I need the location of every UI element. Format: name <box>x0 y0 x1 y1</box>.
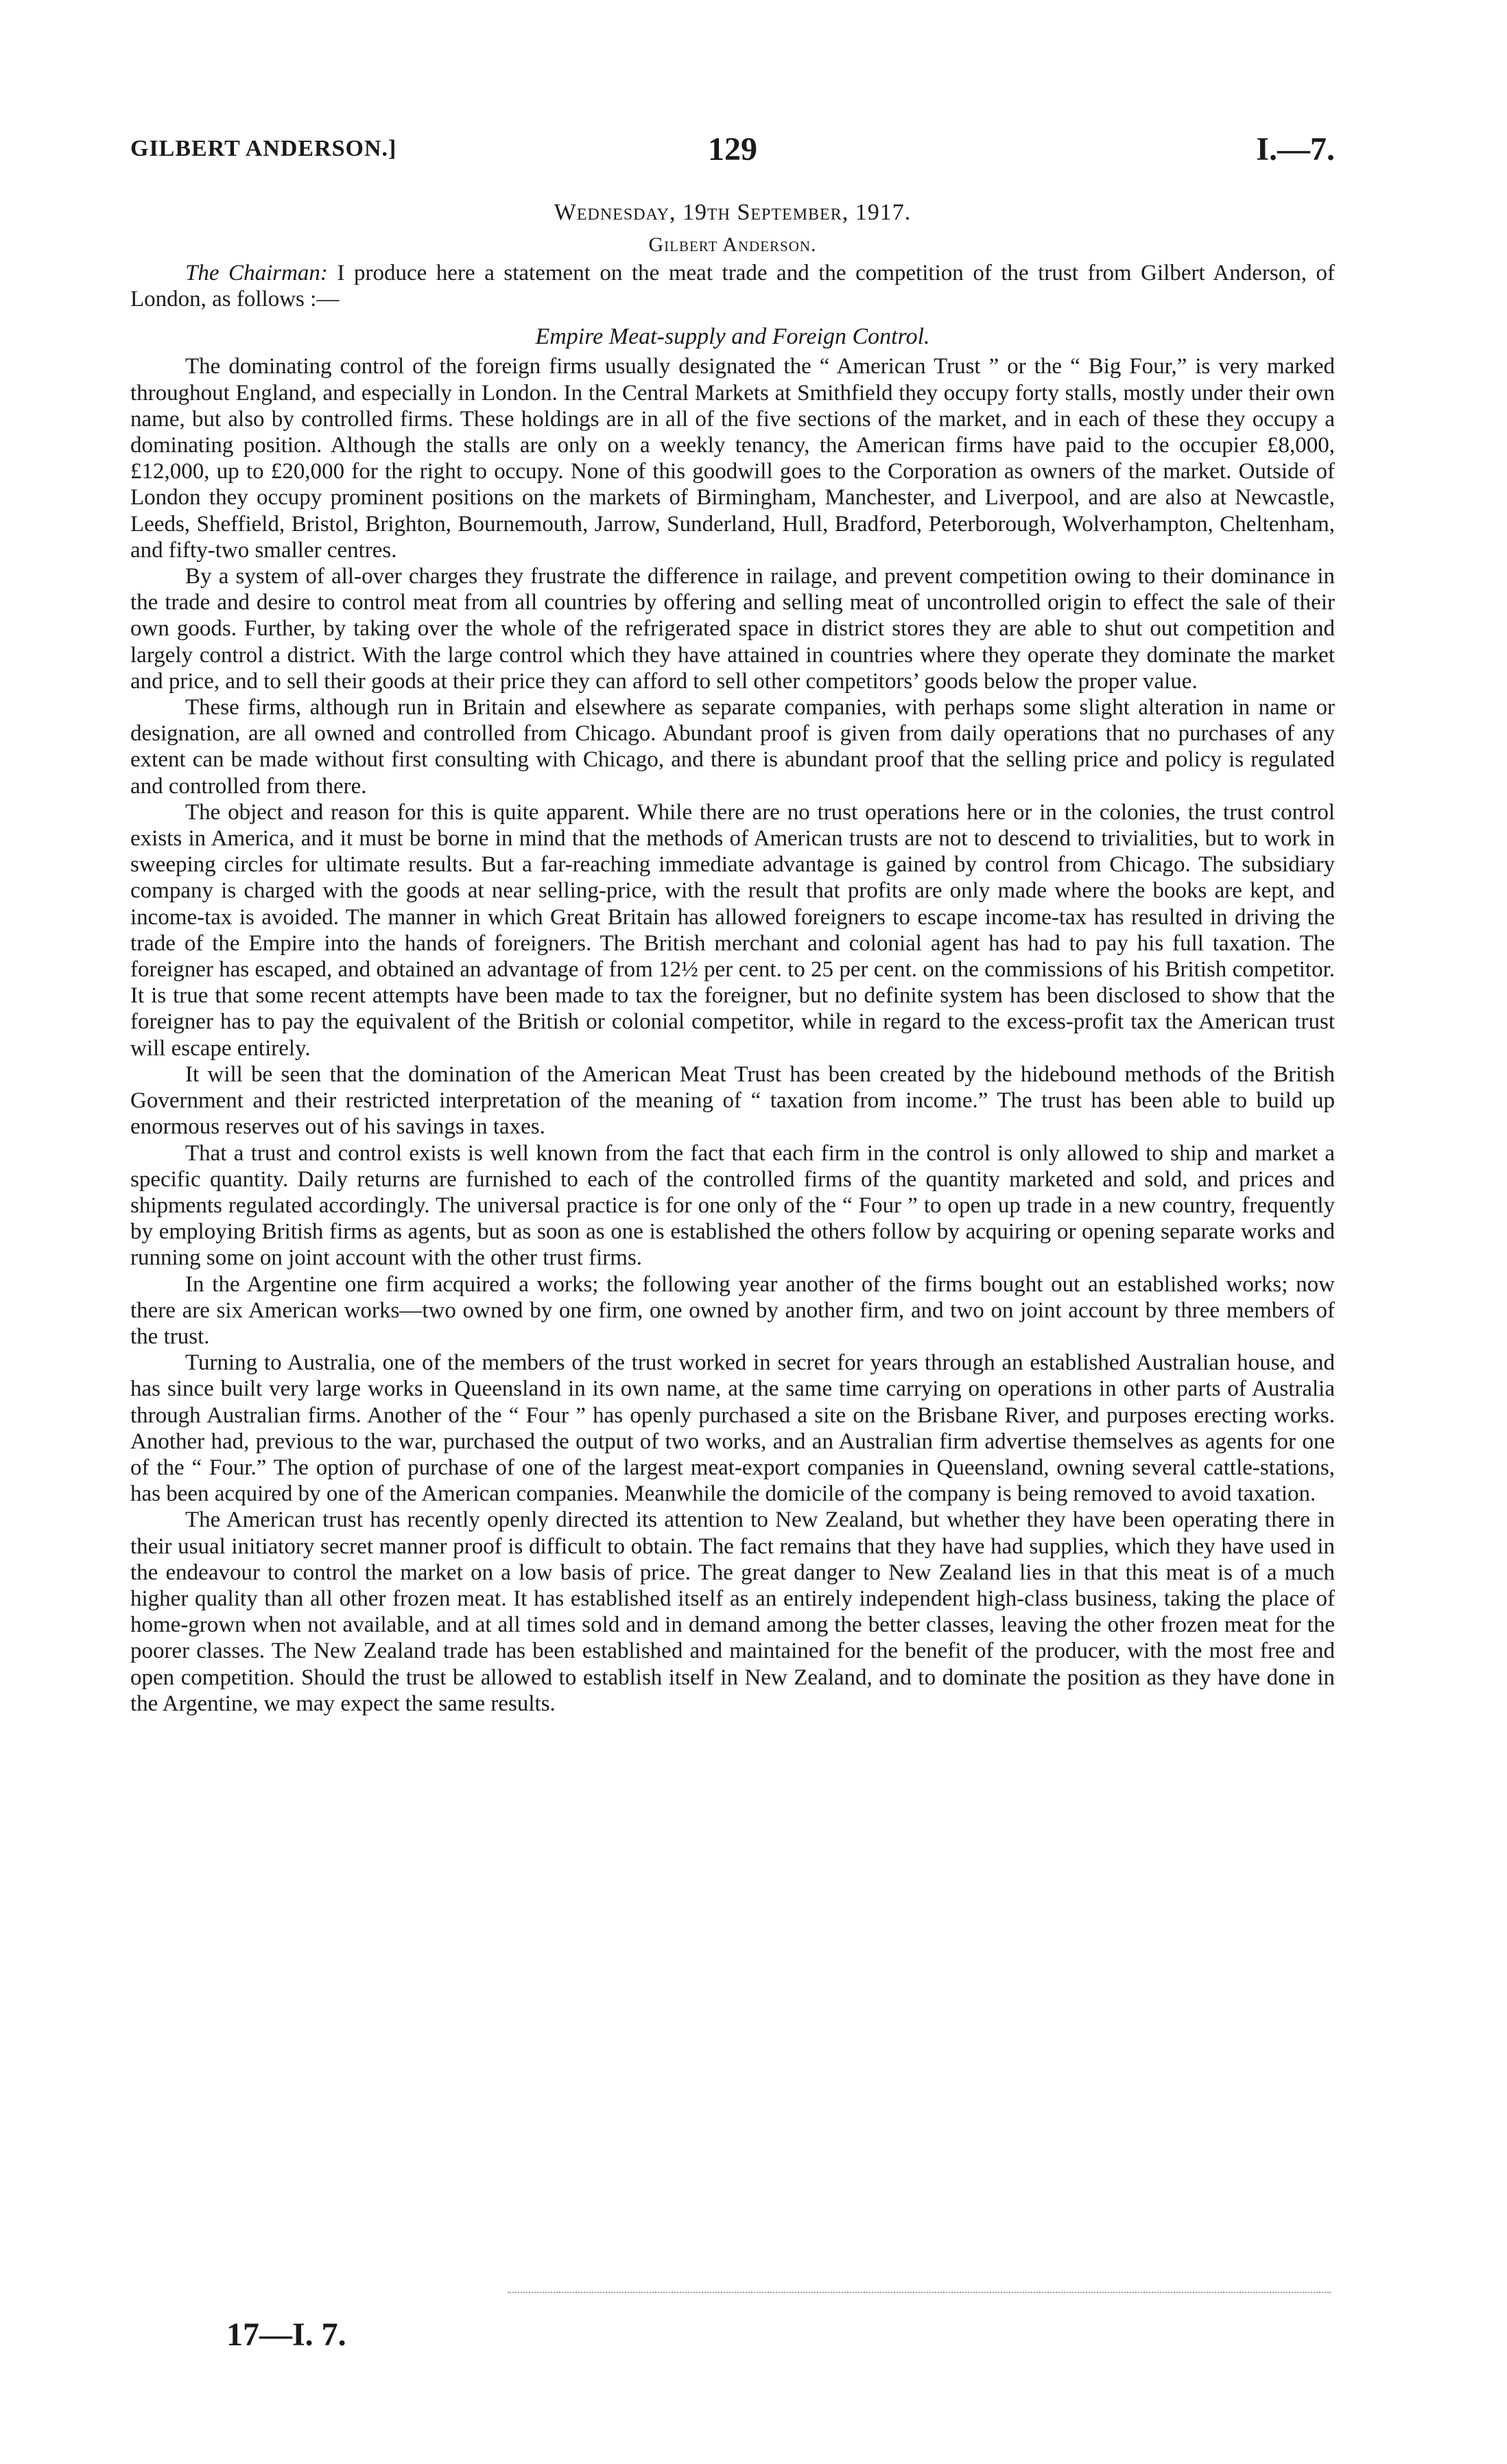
body-paragraph: In the Argentine one firm acquired a works; the following year another of the firms bought out an established works; now there are six American works—two owned by one firm, one owned by another firm, and two on joint account by three members of the trust. <box>130 1271 1335 1349</box>
running-head: GILBERT ANDERSON.] <box>130 136 397 161</box>
body-paragraph: These firms, although run in Britain and elsewhere as separate companies, with perhaps some slight alteration in name or designation, are all owned and controlled from Chicago. Abundant proof is given from daily operations that no purchases of any extent can be made without first consulting with Chicago, and there is abundant proof that the selling price and policy is regulated and controlled from there. <box>130 695 1335 799</box>
speaker-heading: Gilbert Anderson. <box>648 233 817 256</box>
document-code: I.—7. <box>1256 131 1335 167</box>
body-paragraph: The American trust has recently openly directed its attention to New Zealand, but whether they have been operating there in their usual initiatory secret manner proof is difficult to obtain. The fact remains that they have had supplies, which they have used in the endeavour to control the market on a low basis of price. The great danger to New Zealand lies in that this meat is of a much higher quality than all other frozen meat. It has established itself as an entirely independent high-class business, taking the place of home-grown when not available, and at all times sold and in demand among the better classes, leaving the other frozen meat for the poorer classes. The New Zealand trade has been established and maintained for the benefit of the producer, with the most free and open competition. Should the trust be allowed to establish itself in New Zealand, and to dominate the position as they have done in the Argentine, we may expect the same results. <box>130 1507 1335 1716</box>
section-title: Empire Meat-supply and Foreign Control. <box>535 324 930 350</box>
page-body <box>130 196 1335 1717</box>
intro-paragraph <box>130 260 1335 312</box>
body-paragraph: By a system of all-over charges they frustrate the difference in railage, and prevent competition owing to their dominance in the trade and desire to control meat from all countries by offering and selling meat of uncontrolled origin to effect the sale of their own goods. Further, by taking over the whole of the refrigerated space in district stores they are able to shut out competition and largely control a district. With the large control which they have attained in countries where they operate they dominate the market and price, and to sell their goods at their price they can afford to sell other competitors’ goods below the proper value. <box>130 564 1335 694</box>
body-paragraph: The object and reason for this is quite apparent. While there are no trust operations here or in the colonies, the trust control exists in America, and it must be borne in mind that the methods of American trusts are not to descend to trivialities, but to work in sweeping circles for ultimate results. But a far-reaching immediate advantage is gained by control from Chicago. The subsidiary company is charged with the goods at near selling-price, with the result that profits are only made where the books are kept, and income-tax is avoided. The manner in which Great Britain has allowed foreigners to escape income-tax has resulted in driving the trade of the Empire into the hands of foreigners. The British merchant and colonial agent has had to pay his full taxation. The foreigner has escaped, and obtained an advantage of from 12½ per cent. to 25 per cent. on the commissions of his British competitor. It is true that some recent attempts have been made to tax the foreigner, but no definite system has been disclosed to show that the foreigner has to pay the equivalent of the British or colonial competitor, while in regard to the excess-profit tax the American trust will escape entirely. <box>130 799 1335 1061</box>
page-header <box>130 130 1335 178</box>
date-heading: Wednesday, 19th September, 1917. <box>554 200 912 225</box>
body-paragraph: Turning to Australia, one of the members of the trust worked in secret for years through an established Australian house, and has since built very large works in Queensland in its own name, at the same time carrying on operations in other parts of Australia through Australian firms. Another of the “ Four ” has openly purchased a site on the Brisbane River, and purposes erecting works. Another had, previous to the war, purchased the output of two works, and an Australian firm advertise themselves as agents for one of the “ Four.” The option of purchase of one of the largest meat-export companies in Queensland, owning several cattle-stations, has been acquired by one of the American companies. Meanwhile the domicile of the company is being removed to avoid taxation. <box>130 1350 1335 1507</box>
speaker-role: The Chairman: <box>185 261 328 285</box>
body-paragraph: That a trust and control exists is well known from the fact that each firm in the control is only allowed to ship and market a specific quantity. Daily returns are furnished to each of the controlled firms of the quantity marketed and sold, and prices and shipments regulated accordingly. The universal practice is for one only of the “ Four ” to open up trade in a new country, frequently by employing British firms as agents, but as soon as one is established the others follow by acquiring or opening separate works and running some on joint account with the other trust firms. <box>130 1140 1335 1271</box>
intro-text: I produce here a statement on the meat trade and the competition of the trust from Gilbert Anderson, of London, as follows :— <box>130 261 1335 312</box>
body-paragraph: It will be seen that the domination of the American Meat Trust has been created by the hidebound methods of the British Government and their restricted interpretation of the meaning of “ taxation from income.” The trust has been able to build up enormous reserves out of his savings in taxes. <box>130 1061 1335 1140</box>
signature-mark: 17—I. 7. <box>226 2316 346 2353</box>
body-paragraph: The dominating control of the foreign firms usually designated the “ American Trust ” or the “ Big Four,” is very marked throughout England, and especially in London. In the Central Markets at Smithfield they occupy forty stalls, mostly under their own name, but also by controlled firms. These holdings are in all of the five sections of the market, and in each of these they occupy a dominating position. Although the stalls are only on a weekly tenancy, the American firms have paid to the occupier £8,000, £12,000, up to £20,000 for the right to occupy. None of this goodwill goes to the Corporation as owners of the market. Outside of London they occupy prominent positions on the markets of Birmingham, Manchester, and Liverpool, and are also at Newcastle, Leeds, Sheffield, Bristol, Brighton, Bournemouth, Jarrow, Sunderland, Hull, Bradford, Peterborough, Wolverhampton, Cheltenham, and fifty-two smaller centres. <box>130 354 1335 563</box>
dotted-rule <box>508 2292 1331 2293</box>
page-number: 129 <box>708 131 757 167</box>
